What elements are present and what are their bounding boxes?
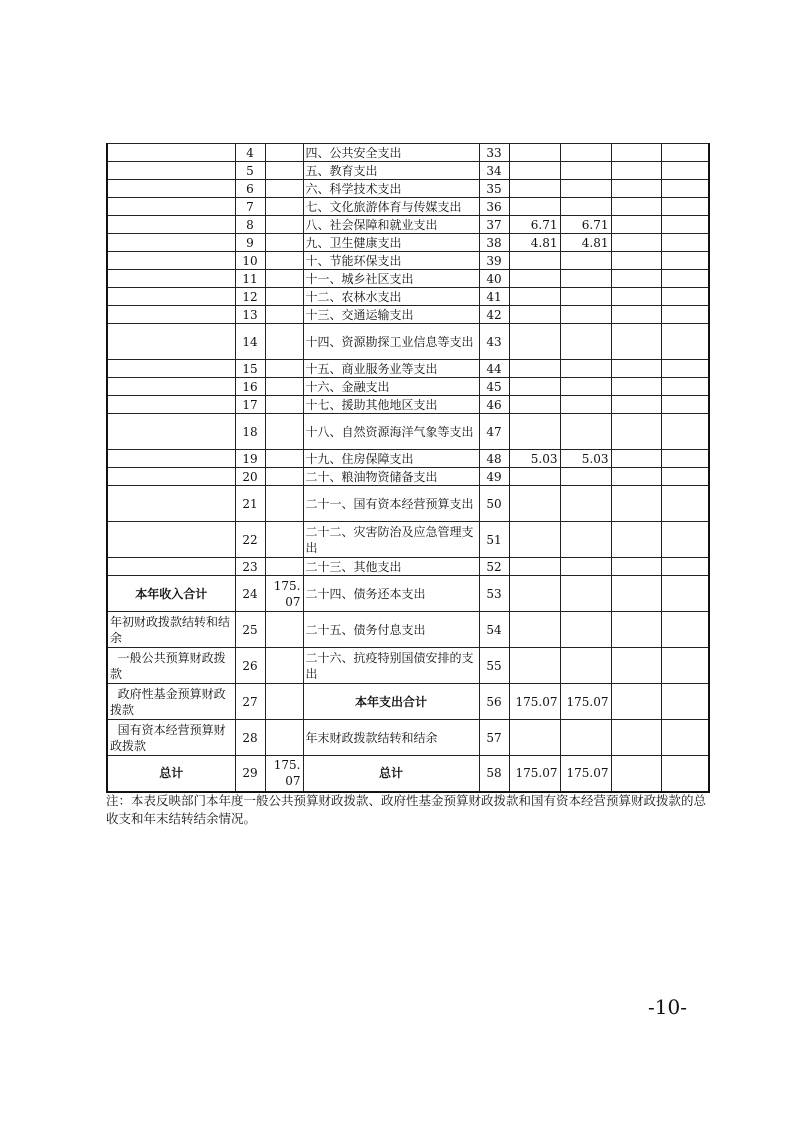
income-line-no-cell: 17 [235, 396, 265, 414]
expense-line-no-cell: 33 [479, 144, 509, 162]
general-budget-cell [560, 612, 611, 648]
state-capital-budget-cell [661, 450, 709, 468]
fund-budget-cell [611, 522, 661, 558]
general-budget-cell [560, 162, 611, 180]
expense-total-cell [509, 414, 560, 450]
expense-line-no-cell: 58 [479, 756, 509, 792]
income-line-no-cell: 12 [235, 288, 265, 306]
table-row [107, 288, 709, 306]
general-budget-cell [560, 252, 611, 270]
income-line-no-cell: 13 [235, 306, 265, 324]
income-item-cell [107, 162, 235, 180]
general-budget-cell: 175.07 [560, 756, 611, 792]
expense-item-cell: 十一、城乡社区支出 [303, 270, 479, 288]
general-budget-cell [560, 144, 611, 162]
expense-total-cell [509, 522, 560, 558]
general-budget-cell [560, 198, 611, 216]
expense-total-cell: 175.07 [509, 684, 560, 720]
expense-total-cell [509, 486, 560, 522]
income-item-cell [107, 234, 235, 252]
general-budget-cell [560, 414, 611, 450]
expense-total-cell [509, 252, 560, 270]
fund-budget-cell [611, 468, 661, 486]
income-item-cell [107, 180, 235, 198]
table-row [107, 396, 709, 414]
expense-total-cell [509, 198, 560, 216]
income-item-cell [107, 324, 235, 360]
expense-line-no-cell: 37 [479, 216, 509, 234]
expense-line-no-cell: 43 [479, 324, 509, 360]
general-budget-cell [560, 180, 611, 198]
expense-total-cell [509, 648, 560, 684]
income-item-cell [107, 468, 235, 486]
expense-total-cell [509, 558, 560, 576]
expense-line-no-cell: 38 [479, 234, 509, 252]
state-capital-budget-cell [661, 306, 709, 324]
fund-budget-cell [611, 306, 661, 324]
expense-total-cell [509, 468, 560, 486]
state-capital-budget-cell [661, 756, 709, 792]
table-row [107, 414, 709, 450]
expense-line-no-cell: 42 [479, 306, 509, 324]
income-line-no-cell: 19 [235, 450, 265, 468]
expense-item-cell: 十六、金融支出 [303, 378, 479, 396]
state-capital-budget-cell [661, 162, 709, 180]
expense-item-cell: 二十六、抗疫特别国债安排的支出 [303, 648, 479, 684]
expense-item-cell: 二十三、其他支出 [303, 558, 479, 576]
state-capital-budget-cell [661, 576, 709, 612]
state-capital-budget-cell [661, 180, 709, 198]
expense-line-no-cell: 41 [479, 288, 509, 306]
income-amount-cell [265, 450, 303, 468]
income-amount-cell [265, 558, 303, 576]
expense-total-cell [509, 576, 560, 612]
income-amount-cell [265, 360, 303, 378]
expense-line-no-cell: 57 [479, 720, 509, 756]
state-capital-budget-cell [661, 468, 709, 486]
state-capital-budget-cell [661, 396, 709, 414]
fund-budget-cell [611, 756, 661, 792]
table-row [107, 558, 709, 576]
table-row [107, 378, 709, 396]
expense-item-cell: 二十五、债务付息支出 [303, 612, 479, 648]
income-amount-cell [265, 180, 303, 198]
income-amount-cell [265, 198, 303, 216]
income-amount-cell [265, 522, 303, 558]
expense-item-cell: 六、科学技术支出 [303, 180, 479, 198]
state-capital-budget-cell [661, 558, 709, 576]
fund-budget-cell [611, 684, 661, 720]
expense-item-cell: 十七、援助其他地区支出 [303, 396, 479, 414]
income-item-cell [107, 216, 235, 234]
income-amount-cell [265, 396, 303, 414]
general-budget-cell [560, 270, 611, 288]
expense-total-cell [509, 144, 560, 162]
expense-line-no-cell: 35 [479, 180, 509, 198]
income-item-cell: 政府性基金预算财政拨款 [107, 684, 235, 720]
income-item-cell [107, 396, 235, 414]
income-amount-cell [265, 270, 303, 288]
income-line-no-cell: 15 [235, 360, 265, 378]
state-capital-budget-cell [661, 486, 709, 522]
expense-total-cell: 5.03 [509, 450, 560, 468]
income-amount-cell: 175.07 [265, 576, 303, 612]
income-amount-cell [265, 288, 303, 306]
fund-budget-cell [611, 378, 661, 396]
income-item-cell [107, 288, 235, 306]
expense-item-cell: 十二、农林水支出 [303, 288, 479, 306]
income-amount-cell [265, 252, 303, 270]
state-capital-budget-cell [661, 522, 709, 558]
income-item-cell [107, 522, 235, 558]
income-item-cell: 一般公共预算财政拨款 [107, 648, 235, 684]
expense-line-no-cell: 48 [479, 450, 509, 468]
general-budget-cell [560, 576, 611, 612]
income-item-cell [107, 144, 235, 162]
table-row [107, 756, 709, 792]
income-amount-cell [265, 324, 303, 360]
expense-line-no-cell: 52 [479, 558, 509, 576]
state-capital-budget-cell [661, 198, 709, 216]
table-row [107, 360, 709, 378]
income-line-no-cell: 4 [235, 144, 265, 162]
fund-budget-cell [611, 648, 661, 684]
income-line-no-cell: 21 [235, 486, 265, 522]
expense-total-cell [509, 396, 560, 414]
fund-budget-cell [611, 144, 661, 162]
state-capital-budget-cell [661, 378, 709, 396]
income-line-no-cell: 5 [235, 162, 265, 180]
state-capital-budget-cell [661, 252, 709, 270]
expense-line-no-cell: 44 [479, 360, 509, 378]
expense-line-no-cell: 53 [479, 576, 509, 612]
table-row [107, 486, 709, 522]
income-amount-cell [265, 486, 303, 522]
income-line-no-cell: 9 [235, 234, 265, 252]
expense-line-no-cell: 56 [479, 684, 509, 720]
expense-item-cell: 二十一、国有资本经营预算支出 [303, 486, 479, 522]
expense-total-cell [509, 720, 560, 756]
expense-line-no-cell: 45 [479, 378, 509, 396]
table-row [107, 324, 709, 360]
general-budget-cell [560, 360, 611, 378]
income-amount-cell [265, 216, 303, 234]
table-body [107, 144, 709, 792]
income-item-cell [107, 360, 235, 378]
income-line-no-cell: 23 [235, 558, 265, 576]
income-line-no-cell: 7 [235, 198, 265, 216]
income-line-no-cell: 25 [235, 612, 265, 648]
table-row [107, 270, 709, 288]
fund-budget-cell [611, 720, 661, 756]
state-capital-budget-cell [661, 144, 709, 162]
state-capital-budget-cell [661, 270, 709, 288]
income-amount-cell [265, 468, 303, 486]
general-budget-cell [560, 396, 611, 414]
expense-total-cell: 4.81 [509, 234, 560, 252]
income-amount-cell [265, 648, 303, 684]
table-row [107, 684, 709, 720]
general-budget-cell: 5.03 [560, 450, 611, 468]
table-row [107, 522, 709, 558]
income-amount-cell [265, 612, 303, 648]
expense-line-no-cell: 34 [479, 162, 509, 180]
income-line-no-cell: 20 [235, 468, 265, 486]
fund-budget-cell [611, 612, 661, 648]
income-line-no-cell: 24 [235, 576, 265, 612]
expense-item-cell: 二十四、债务还本支出 [303, 576, 479, 612]
state-capital-budget-cell [661, 234, 709, 252]
income-line-no-cell: 11 [235, 270, 265, 288]
income-line-no-cell: 14 [235, 324, 265, 360]
table-row [107, 198, 709, 216]
expense-line-no-cell: 51 [479, 522, 509, 558]
general-budget-cell [560, 522, 611, 558]
table-row [107, 216, 709, 234]
fund-budget-cell [611, 396, 661, 414]
expense-item-cell: 十四、资源勘探工业信息等支出 [303, 324, 479, 360]
income-item-cell [107, 450, 235, 468]
fund-budget-cell [611, 216, 661, 234]
table-row [107, 576, 709, 612]
state-capital-budget-cell [661, 360, 709, 378]
fund-budget-cell [611, 486, 661, 522]
income-amount-cell [265, 720, 303, 756]
general-budget-cell [560, 306, 611, 324]
expense-total-cell [509, 360, 560, 378]
income-line-no-cell: 18 [235, 414, 265, 450]
general-budget-cell [560, 648, 611, 684]
expense-total-cell: 6.71 [509, 216, 560, 234]
fiscal-appropriation-table [106, 143, 710, 793]
expense-total-cell [509, 378, 560, 396]
general-budget-cell [560, 720, 611, 756]
table-row [107, 180, 709, 198]
income-item-cell: 国有资本经营预算财政拨款 [107, 720, 235, 756]
table-row [107, 162, 709, 180]
expense-total-cell [509, 612, 560, 648]
income-line-no-cell: 8 [235, 216, 265, 234]
expense-item-cell: 十五、商业服务业等支出 [303, 360, 479, 378]
expense-item-cell: 四、公共安全支出 [303, 144, 479, 162]
income-line-no-cell: 26 [235, 648, 265, 684]
fund-budget-cell [611, 198, 661, 216]
table-row [107, 252, 709, 270]
income-item-cell: 年初财政拨款结转和结余 [107, 612, 235, 648]
expense-item-cell: 十、节能环保支出 [303, 252, 479, 270]
expense-item-cell: 十九、住房保障支出 [303, 450, 479, 468]
general-budget-cell: 6.71 [560, 216, 611, 234]
table-row [107, 450, 709, 468]
expense-total-cell: 175.07 [509, 756, 560, 792]
fund-budget-cell [611, 558, 661, 576]
expense-item-cell: 七、文化旅游体育与传媒支出 [303, 198, 479, 216]
income-line-no-cell: 10 [235, 252, 265, 270]
expense-item-cell: 年末财政拨款结转和结余 [303, 720, 479, 756]
fund-budget-cell [611, 450, 661, 468]
income-item-cell [107, 270, 235, 288]
general-budget-cell [560, 468, 611, 486]
general-budget-cell: 175.07 [560, 684, 611, 720]
state-capital-budget-cell [661, 684, 709, 720]
fund-budget-cell [611, 252, 661, 270]
income-amount-cell [265, 162, 303, 180]
expense-item-cell: 八、社会保障和就业支出 [303, 216, 479, 234]
income-amount-cell [265, 234, 303, 252]
table-row [107, 648, 709, 684]
expense-line-no-cell: 46 [479, 396, 509, 414]
income-item-cell [107, 306, 235, 324]
table-row [107, 612, 709, 648]
fund-budget-cell [611, 270, 661, 288]
state-capital-budget-cell [661, 414, 709, 450]
table-row [107, 306, 709, 324]
income-line-no-cell: 27 [235, 684, 265, 720]
state-capital-budget-cell [661, 288, 709, 306]
income-line-no-cell: 16 [235, 378, 265, 396]
income-line-no-cell: 29 [235, 756, 265, 792]
fund-budget-cell [611, 288, 661, 306]
state-capital-budget-cell [661, 324, 709, 360]
state-capital-budget-cell [661, 612, 709, 648]
income-item-cell [107, 378, 235, 396]
income-line-no-cell: 22 [235, 522, 265, 558]
expense-line-no-cell: 40 [479, 270, 509, 288]
general-budget-cell [560, 558, 611, 576]
expense-line-no-cell: 55 [479, 648, 509, 684]
expense-total-cell [509, 306, 560, 324]
income-amount-cell [265, 414, 303, 450]
expense-item-cell: 十三、交通运输支出 [303, 306, 479, 324]
fund-budget-cell [611, 180, 661, 198]
table-row [107, 144, 709, 162]
income-line-no-cell: 28 [235, 720, 265, 756]
income-amount-cell [265, 684, 303, 720]
income-amount-cell: 175.07 [265, 756, 303, 792]
expense-item-cell: 二十二、灾害防治及应急管理支出 [303, 522, 479, 558]
general-budget-cell [560, 486, 611, 522]
state-capital-budget-cell [661, 216, 709, 234]
income-amount-cell [265, 306, 303, 324]
state-capital-budget-cell [661, 720, 709, 756]
expense-line-no-cell: 54 [479, 612, 509, 648]
general-budget-cell [560, 378, 611, 396]
income-line-no-cell: 6 [235, 180, 265, 198]
expense-item-cell: 九、卫生健康支出 [303, 234, 479, 252]
income-amount-cell [265, 144, 303, 162]
expense-item-cell: 二十、粮油物资储备支出 [303, 468, 479, 486]
expense-total-cell [509, 270, 560, 288]
state-capital-budget-cell [661, 648, 709, 684]
fund-budget-cell [611, 360, 661, 378]
expense-line-no-cell: 39 [479, 252, 509, 270]
general-budget-cell: 4.81 [560, 234, 611, 252]
expense-line-no-cell: 50 [479, 486, 509, 522]
fund-budget-cell [611, 324, 661, 360]
income-item-cell [107, 414, 235, 450]
table-row [107, 720, 709, 756]
income-item-cell: 总计 [107, 756, 235, 792]
general-budget-cell [560, 288, 611, 306]
fund-budget-cell [611, 162, 661, 180]
expense-line-no-cell: 49 [479, 468, 509, 486]
income-item-cell: 本年收入合计 [107, 576, 235, 612]
expense-item-cell: 五、教育支出 [303, 162, 479, 180]
fund-budget-cell [611, 576, 661, 612]
expense-item-cell: 十八、自然资源海洋气象等支出 [303, 414, 479, 450]
table-row [107, 468, 709, 486]
expense-line-no-cell: 47 [479, 414, 509, 450]
income-amount-cell [265, 378, 303, 396]
income-item-cell [107, 486, 235, 522]
expense-total-cell [509, 180, 560, 198]
fund-budget-cell [611, 234, 661, 252]
fund-budget-cell [611, 414, 661, 450]
table-row [107, 234, 709, 252]
expense-total-cell [509, 324, 560, 360]
income-item-cell [107, 198, 235, 216]
table-footnote: 注：本表反映部门本年度一般公共预算财政拨款、政府性基金预算财政拨款和国有资本经营预算财政拨款的总收支和年末结转结余情况。 [106, 793, 707, 826]
income-item-cell [107, 252, 235, 270]
income-item-cell [107, 558, 235, 576]
expense-item-cell: 总计 [303, 756, 479, 792]
expense-line-no-cell: 36 [479, 198, 509, 216]
page-number: -10- [648, 995, 687, 1019]
general-budget-cell [560, 324, 611, 360]
expense-total-cell [509, 162, 560, 180]
expense-item-cell: 本年支出合计 [303, 684, 479, 720]
expense-total-cell [509, 288, 560, 306]
